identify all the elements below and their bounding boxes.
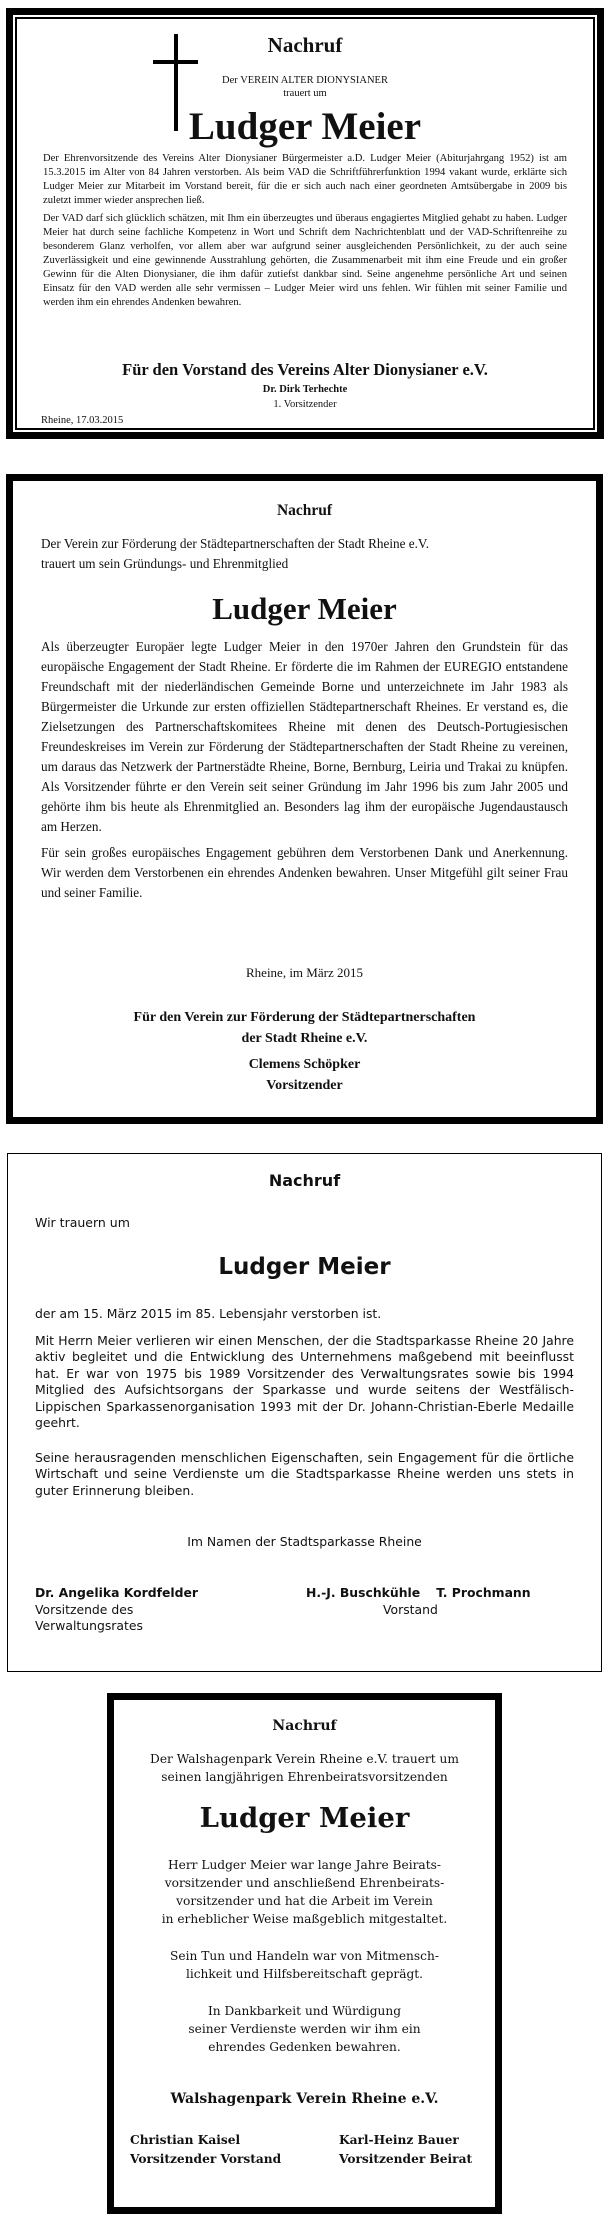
body-line: Herr Ludger Meier war lange Jahre Beirats- [168,1858,441,1872]
signature-role: Vorsitzende des [35,1601,134,1617]
body-line: vorsitzender und anschließend Ehrenbeirats- [164,1876,445,1890]
signature-left [35,1585,198,1635]
body-paragraph [114,1856,495,1928]
signature-organization [13,1007,596,1049]
signature-right [306,1585,576,1618]
notice-body [35,1306,574,1499]
notice-body [41,637,568,903]
intro-line: trauert um sein Gründungs- und Ehrenmitglied [41,556,289,571]
body-paragraph: Der Ehrenvorsitzende des Vereins Alter Dionysianer Bürgermeister a.D. Ludger Meier (Abiturjahrgang 1952) ist am 15.3.2015 im Alter von 84 Jahren verstorben. Als beim VAD die Schriftführerfunktion 1994 vakant wurde, erklärte sich Ludger Meier zur Mitarbeit im Vorstand bereit, für die er sich auch nach einer geordneten Amtsübergabe in 2009 bis zuletzt immer wieder ansprechen ließ. [43,153,567,206]
intro-line: Der Walshagenpark Verein Rheine e.V. trauert um [150,1752,459,1766]
signature-right [339,2131,472,2169]
signature-name: Christian Kaisel [130,2133,241,2147]
body-paragraph [114,1947,495,1983]
notice-title: Nachruf [267,33,343,57]
deceased-name: Ludger Meier [212,591,397,626]
deceased-name: Ludger Meier [218,1254,391,1280]
signature-organization: Walshagenpark Verein Rheine e.V. [170,2091,439,2107]
notice-subtitle-2: trauert um [283,88,327,99]
body-line: In Dankbarkeit und Würdigung [207,2004,402,2018]
body-line: seiner Verdienste werden wir ihm ein [188,2022,421,2036]
notice-intro [41,534,568,574]
body-line: in erheblicher Weise maßgeblich mitgestaltet. [161,1912,448,1926]
signature-name: Karl-Heinz Bauer [339,2133,459,2147]
deceased-name: Ludger Meier [188,105,422,148]
signature-org-line: Für den Verein zur Förderung der Städtepartnerschaften [133,1010,476,1025]
signature-name: Clemens Schöpker [248,1057,361,1072]
signature-role: Vorsitzender Vorstand [130,2152,282,2166]
obituary-notice-vad [6,8,604,439]
body-paragraph: Seine herausragenden menschlichen Eigenschaften, sein Engagement für die örtliche Wirtschaft und seine Verdienste um die Stadtsparkasse Rheine werden uns stets in guter Erinnerung bleiben. [35,1449,574,1498]
signature-role: Vorsitzender Beirat [339,2152,473,2166]
body-paragraph: Der VAD darf sich glücklich schätzen, mit Ihm ein überzeugtes und überaus engagiertes Mitglied gehabt zu haben. Ludger Meier hat durch seine fachliche Kompetenz in Wort und Schrift dem Nachrichtenblatt und der VAD-Schriftenreihe zu besonderem Glanz verholfen, vor allem aber war aufgrund seiner ausgleichenden Persönlichkeit, zu der auch seine Zuverlässigkeit und eine gewinnende Ausstrahlung gehörten, die Zusammenarbeit mit ihm eine Freude und ein großer Gewinn für die Alten Dionysianer, die ihm dafür zutiefst dankbar sind. Seine angenehme persönliche Art und seinen Einsatz für den VAD werden alle sehr vermissen – Ludger Meier wird uns fehlen. Wir fühlen mit seiner Familie und werden ihm ein ehrendes Andenken bewahren. [43,213,567,308]
signature-names [306,1585,576,1602]
signature-role: Verwaltungsrates [35,1618,143,1633]
signature-organization: Für den Vorstand des Vereins Alter Dionysianer e.V. [122,360,488,379]
signature-name: Dr. Angelika Kordfelder [35,1585,199,1600]
signature-left [130,2131,281,2169]
body-line: lichkeit und Hilfsbereitschaft geprägt. [185,1967,424,1981]
body-paragraph: der am 15. März 2015 im 85. Lebensjahr verstorben ist. [35,1306,382,1321]
body-line: ehrendes Gedenken bewahren. [208,2040,401,2054]
place-date: Rheine, im März 2015 [246,965,363,980]
intro-line: Der Verein zur Förderung der Städtepartnerschaften der Stadt Rheine e.V. [41,536,430,551]
on-behalf-line: Im Namen der Stadtsparkasse Rheine [187,1534,422,1549]
deceased-name: Ludger Meier [199,1802,410,1834]
place-date: Rheine, 17.03.2015 [41,415,124,426]
signature-role: Vorsitzender [266,1078,343,1093]
signature-name: T. Prochmann [436,1585,531,1600]
notice-subtitle: Der VEREIN ALTER DIONYSIANER [222,75,388,86]
obituary-notice-stadtsparkasse [7,1153,602,1672]
signature-name: H.-J. Buschkühle [306,1585,421,1600]
obituary-notice-staedtepartnerschaften [6,474,603,1124]
body-paragraph: Für sein großes europäisches Engagement gebühren dem Verstorbenen Dank und Anerkennung. Wir werden dem Verstorbenen ein ehrendes Andenken bewahren. Unser Mitgefühl gilt seiner Frau und seiner Familie. [41,845,568,900]
signature-role: Vorstand [383,1601,438,1617]
notice-title: Nachruf [276,502,333,519]
signature-role: 1. Vorsitzender [273,399,337,410]
notice-title: Nachruf [268,1171,341,1190]
signature-block [13,1054,596,1096]
notice-intro: Wir trauern um [35,1215,130,1230]
body-line: vorsitzender und hat die Arbeit im Verein [176,1894,433,1908]
body-paragraph: Mit Herrn Meier verlieren wir einen Menschen, der die Stadtsparkasse Rheine 20 Jahre aktiv begleitet und die Entwicklung des Unternehmens maßgebend mit beeinflusst hat. Er war von 1975 bis 1989 Vorsitzender des Verwaltungsrates sowie bis 1994 Mitglied des Aufsichtsorgans der Sparkasse und wurde seitens der Westfälisch-Lippischen Sparkassenorganisation 1993 mit der Dr. Johann-Christian-Eberle Medaille geehrt. [35,1332,574,1430]
notice-title: Nachruf [272,1718,337,1734]
notice-body [114,1856,495,2056]
intro-line: seinen langjährigen Ehrenbeiratsvorsitzenden [161,1770,448,1784]
body-paragraph: Als überzeugter Europäer legte Ludger Meier in den 1970er Jahren den Grundstein für das europäische Engagement der Stadt Rheine. Er förderte die im Rahmen der EUREGIO entstandene Freundschaft mit der niederländischen Gemeinde Borne und unterzeichnete im Jahr 1983 als Bürgermeister die Urkunde zur ersten offiziellen Städtepartnerschaft Rheines. Er verstand es, die Zielsetzungen des Partnerschaftskomitees Rheine mit denen des Deutsch-Portugiesischen Freundeskreises im Verein zur Förderung der Städtepartnerschaften der Stadt Rheine zu vereinen, um daraus das Netzwerk der Partnerstädte Rheine, Borne, Bernburg, Leiria und Trakai zu knüpfen. Als Vorsitzender führte er den Verein seit seiner Gründung im Jahr 1996 bis zum Jahr 2005 und gehörte ihm bis heute als Ehrenmitglied an. Besonders lag ihm der europäische Jugendaustausch am Herzen. [41,639,568,834]
signature-org-line: der Stadt Rheine e.V. [241,1031,368,1046]
body-line: Sein Tun und Handeln war von Mitmensch- [170,1949,439,1963]
notice-intro [114,1750,495,1786]
signature-name: Dr. Dirk Terhechte [262,384,348,395]
body-paragraph [114,2002,495,2056]
obituary-notice-walshagenpark [107,1693,502,2214]
notice-body [43,152,567,310]
